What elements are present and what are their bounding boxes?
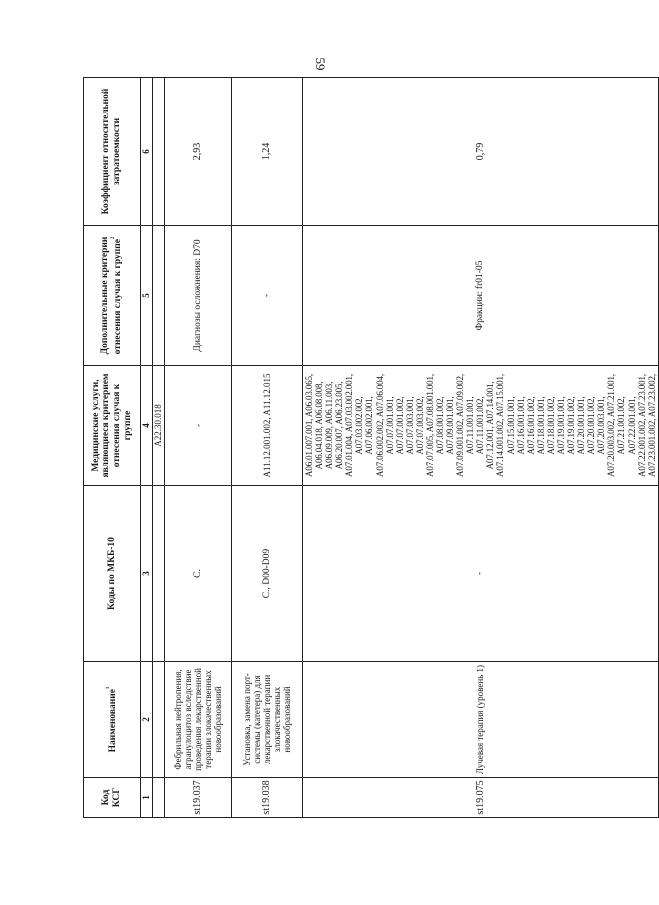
- mkb-codes: C., D00-D09: [232, 486, 303, 662]
- ksg-name: Фебрильная нейтропения, агранулоцитоз вследствие проведения лекарственной терапии злокачественных новообразований: [165, 662, 232, 778]
- subheader-cell: [153, 486, 165, 662]
- rotated-table-container: [83, 78, 657, 818]
- subheader-cell: [153, 662, 165, 778]
- mkb-codes: C.: [165, 486, 232, 662]
- mkb-codes: -: [303, 486, 659, 662]
- ksg-code: st19.037: [165, 778, 232, 818]
- ksg-code: st19.075: [303, 778, 659, 818]
- extra-criteria: Фракции: fr01-05: [303, 226, 659, 366]
- column-number: 4: [141, 366, 153, 486]
- extra-criteria: Диагнозы осложнения: D70: [165, 226, 232, 366]
- ksg-table: [83, 77, 659, 818]
- header-coef: Коэффициент относительной затратоемкости: [84, 78, 141, 226]
- medical-services: A11.12.001.002, A11.12.015: [232, 366, 303, 486]
- header-services: Медицинские услуги, являющиеся критерием отнесения случая к группе: [84, 366, 141, 486]
- table-row: [165, 78, 232, 818]
- service-code-list: A06.01.007.001, A06.03.065, A06.04.018, A06.08.008, A06.09.009, A06.11.003, A06.20.007, A06.23.005, A07.01.004, A07.03.002.001, A07.03.002.002, A07.06.002.001, A07.06.002.002, A07.06.004, A07.07.001.001, A07.07.001.002, A07.07.003.001, A07.07.003.002, A07.07.005, A07.08.001.001, A07.08.001.002, A07.09.001.001, A07.09.001.002, A07.09.002, A07.11.001.001, A07.11.001.002, A07.12.001, A07.14.001, A07.14.001.002, A07.15.001, A07.15.001.001, A07.16.001.001, A07.16.001.002, A07.18.001.001, A07.18.001.002, A07.19.001.001, A07.19.001.002, A07.20.001.001, A07.20.001.002, A07.20.003.001, A07.20.003.002, A07.21.001, A07.21.001.002, A07.22.001.001, A07.22.001.002, A07.23.001, A07.23.001.002, A07.23.002,: [304, 374, 657, 477]
- column-number: 1: [141, 778, 153, 818]
- table-row: [303, 78, 659, 818]
- subheader-cell: [153, 778, 165, 818]
- page-number: 59: [313, 57, 328, 71]
- footnote-mark: ²: [109, 236, 119, 240]
- header-mkb: Коды по МКБ-10: [84, 486, 141, 662]
- column-number-row: [141, 78, 153, 818]
- ksg-name: Лучевая терапия (уровень 1): [303, 662, 659, 778]
- subheader-row: [153, 78, 165, 818]
- extra-criteria: -: [232, 226, 303, 366]
- cost-coefficient: 1,24: [232, 78, 303, 226]
- medical-services: [303, 366, 659, 486]
- cost-coefficient: 2,93: [165, 78, 232, 226]
- ksg-name: Установка, замена порт-системы (катетера) для лекарственной терапии злокачественных новообразований: [232, 662, 303, 778]
- table-row: [232, 78, 303, 818]
- cost-coefficient: 0,79: [303, 78, 659, 226]
- header-criteria: Дополнительные критерии отнесения случая к группе$^{^2}$: [84, 226, 141, 366]
- header-code: Код КСГ: [84, 778, 141, 818]
- header-name: Наименование$^{^1}$: [84, 662, 141, 778]
- ksg-code: st19.038: [232, 778, 303, 818]
- subheader-cell: [153, 78, 165, 226]
- column-number: 5: [141, 226, 153, 366]
- footnote-mark: ¹: [104, 686, 114, 690]
- subheader-cell: [153, 226, 165, 366]
- column-number: 6: [141, 78, 153, 226]
- table-header-row: [84, 78, 141, 818]
- column-number: 3: [141, 486, 153, 662]
- subheader-service: A22.30.018: [153, 366, 165, 486]
- medical-services: -: [165, 366, 232, 486]
- column-number: 2: [141, 662, 153, 778]
